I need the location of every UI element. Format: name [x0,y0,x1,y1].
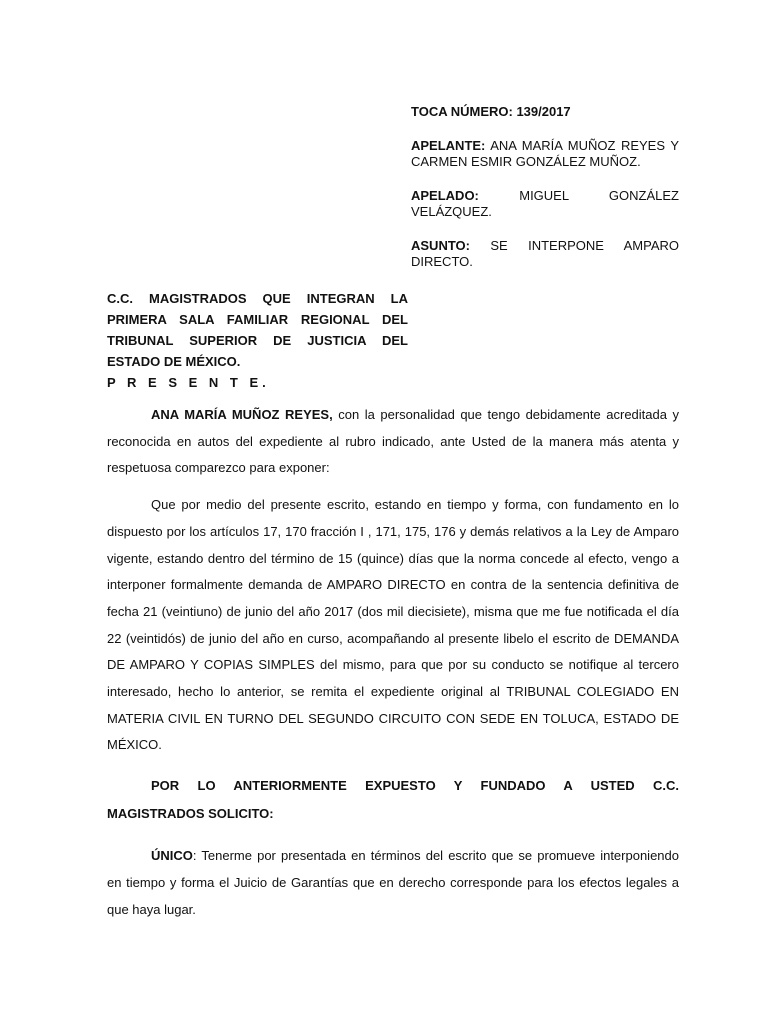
intro-text: con la personalidad que tengo debidamente acreditada y reconocida en autos del expediente al rubro indicado, ante Usted de la manera más atenta y respetuosa comparezco para exponer: [107,407,679,476]
apelado-label: APELADO: [411,188,479,203]
unico-text: : Tenerme por presentada en términos del escrito que se promueve interponiendo en tiempo y forma el Juicio de Garantías que en derecho corresponde para los efectos legales a que haya lugar. [107,848,679,917]
addressee-block [107,288,408,393]
addressee-line: ESTADO DE MÉXICO. [107,354,241,369]
main-paragraph: Que por medio del presente escrito, estando en tiempo y forma, con fundamento en lo dispuesto por los artículos 17, 170 fracción I , 171, 175, 176 y demás relativos a la Ley de Amparo vigente, estando dentro del término de 15 (quince) días que la norma concede al efecto, vengo a interponer formalmente demanda de AMPARO DIRECTO en contra de la sentencia definitiva de fecha 21 (veintiuno) de junio del año 2017 (dos mil diecisiete), misma que me fue notificada el día 22 (veintidós) de junio del año en curso, acompañando al presente libelo el escrito de DEMANDA DE AMPARO Y COPIAS SIMPLES del mismo, para que por su conducto se notifique al tercero interesado, hecho lo anterior, se remita el expediente original al TRIBUNAL COLEGIADO EN MATERIA CIVIL EN TURNO DEL SEGUNDO CIRCUITO CON SEDE EN TOLUCA, ESTADO DE MÉXICO. [107,497,679,753]
intro-paragraph [107,402,679,482]
request-line-1: POR LO ANTERIORMENTE EXPUESTO Y FUNDADO A USTED C.C. [151,778,679,794]
asunto-label: ASUNTO: [411,238,470,253]
addressee-line: PRIMERA SALA FAMILIAR REGIONAL DEL [107,312,408,327]
presente-line: P R E S E N T E. [107,375,270,390]
addressee-line: C.C. MAGISTRADOS QUE INTEGRAN LA [107,291,408,306]
unico-label: ÚNICO [151,848,193,864]
case-header [411,104,679,288]
asunto-value: SE INTERPONE AMPARO DIRECTO. [411,238,679,269]
request-heading [107,772,679,827]
intro-name: ANA MARÍA MUÑOZ REYES, [151,407,333,422]
apelado-value: MIGUEL GONZÁLEZ VELÁZQUEZ. [411,188,679,219]
toca-number: TOCA NÚMERO: 139/2017 [411,104,571,119]
apelante-value: ANA MARÍA MUÑOZ REYES Y CARMEN ESMIR GONZÁLEZ MUÑOZ. [411,138,679,169]
document-body [107,402,679,923]
apelante-label: APELANTE: [411,138,486,153]
unico-paragraph [107,843,679,923]
addressee-line: TRIBUNAL SUPERIOR DE JUSTICIA DEL [107,333,408,348]
apelado-line [411,188,679,220]
apelante-line [411,138,679,170]
asunto-line [411,238,679,270]
request-line-2: MAGISTRADOS SOLICITO: [107,805,274,821]
